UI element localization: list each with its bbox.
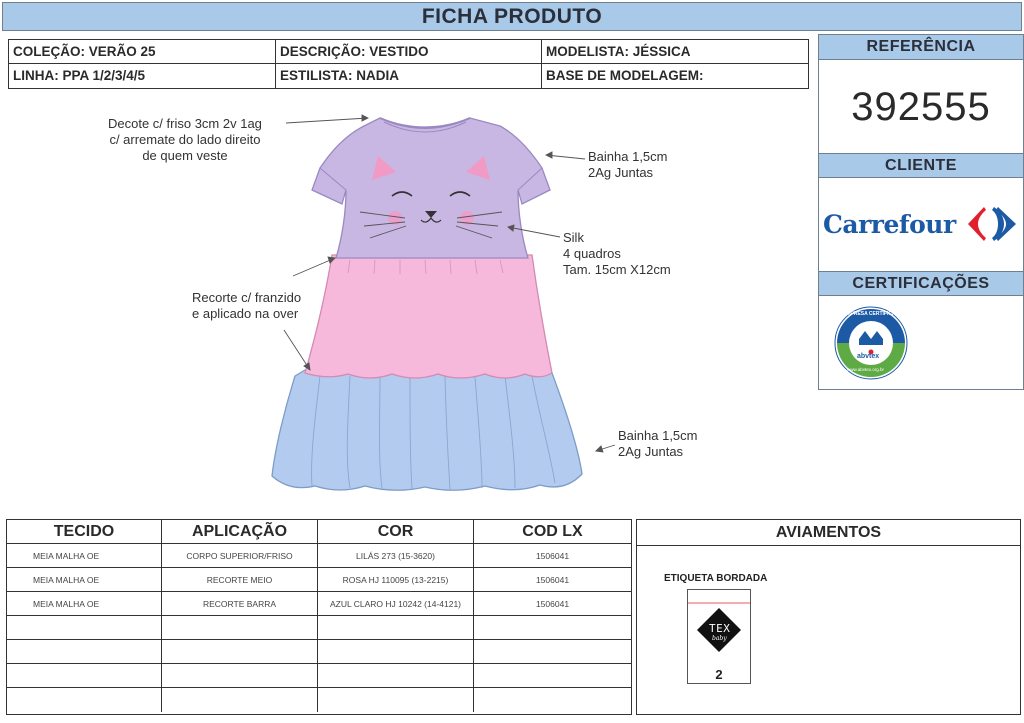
- page-title: FICHA PRODUTO: [421, 4, 603, 28]
- info-modelista: MODELISTA: JÉSSICA: [542, 40, 808, 64]
- etiqueta-bordada-tag: [687, 589, 751, 684]
- cliente-header: CLIENTE: [819, 153, 1023, 178]
- table-row: [7, 616, 631, 640]
- cert-seal-top-text: EMPRESA CERTIFICADA: [843, 311, 903, 317]
- fabric-table-header: [7, 520, 631, 544]
- info-colecao: COLEÇÃO: VERÃO 25: [9, 40, 276, 64]
- info-base-modelagem: BASE DE MODELAGEM:: [546, 68, 704, 83]
- table-row: [7, 640, 631, 664]
- certificacoes-header: CERTIFICAÇÕES: [819, 271, 1023, 296]
- table-row: MEIA MALHA OE RECORTE BARRA AZUL CLARO HJ 10242 (14-4121) 1506041: [7, 592, 631, 616]
- table-row: [7, 688, 631, 712]
- table-row: MEIA MALHA OE CORPO SUPERIOR/FRISO LILÁS 273 (15-3620) 1506041: [7, 544, 631, 568]
- aviamentos-panel: [636, 519, 1021, 715]
- col-cod-lx: COD LX: [522, 522, 583, 540]
- col-tecido: TECIDO: [7, 520, 162, 543]
- col-aplicacao: APLICAÇÃO: [162, 520, 318, 543]
- cert-seal-brand: abvtex: [857, 353, 880, 360]
- annotation-silk: Silk 4 quadros Tam. 15cm X12cm: [563, 230, 671, 277]
- annotation-bainha-barra: Bainha 1,5cm 2Ag Juntas: [618, 428, 698, 459]
- info-estilista: ESTILISTA: NADIA: [276, 64, 542, 88]
- table-row: [7, 664, 631, 688]
- tex-brand-text: TEX: [709, 622, 731, 635]
- cert-seal-bottom-text: www.abvtex.org.br: [847, 367, 885, 372]
- annotation-recorte: Recorte c/ franzido e aplicado na over: [192, 290, 302, 321]
- etiqueta-size-number: 2: [715, 667, 723, 682]
- aviamentos-header: AVIAMENTOS: [637, 520, 1020, 546]
- fabric-table: [6, 519, 632, 715]
- etiqueta-bordada-label: ETIQUETA BORDADA: [664, 573, 768, 584]
- carrefour-wordmark: Carrefour: [823, 209, 956, 239]
- referencia-number: 392555: [851, 85, 991, 129]
- tex-sub-text: baby: [712, 635, 727, 642]
- referencia-header: REFERÊNCIA: [819, 35, 1023, 60]
- table-row: MEIA MALHA OE RECORTE MEIO ROSA HJ 110095 (13-2215) 1506041: [7, 568, 631, 592]
- annotation-bainha-manga: Bainha 1,5cm 2Ag Juntas: [588, 149, 668, 180]
- info-descricao: DESCRIÇÃO: VESTIDO: [276, 40, 542, 64]
- col-cor: COR: [318, 520, 474, 543]
- info-linha: LINHA: PPA 1/2/3/4/5: [9, 64, 276, 88]
- annotation-decote: Decote c/ friso 3cm 2v 1ag c/ arremate do lado direito de quem veste: [108, 116, 262, 163]
